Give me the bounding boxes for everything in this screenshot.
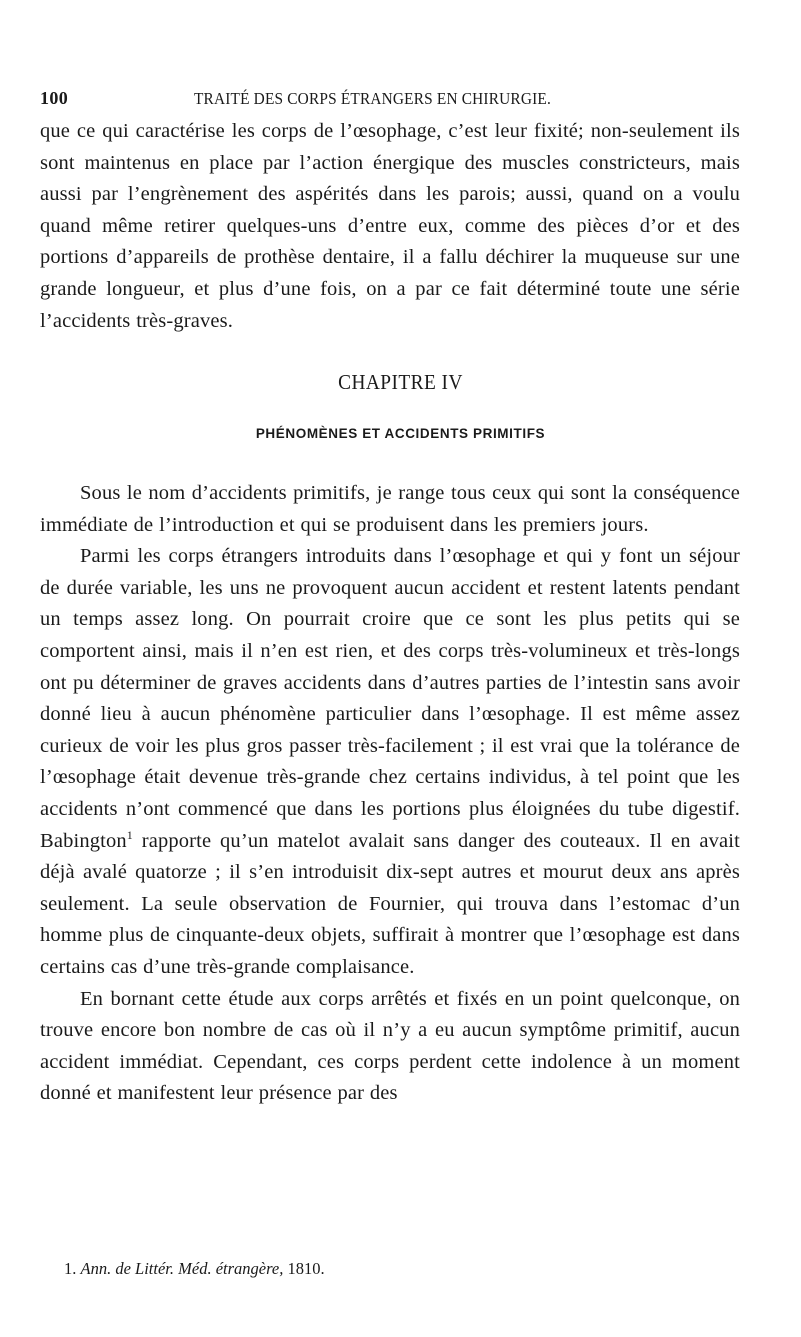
running-header [40, 88, 740, 112]
running-title: TRAITÉ DES CORPS ÉTRANGERS EN CHIRURGIE. [194, 89, 551, 108]
body-paragraph-2 [40, 541, 740, 983]
footnote-number: 1. [64, 1259, 77, 1278]
footnote-reference[interactable]: 1 [126, 827, 133, 842]
page-number: 100 [40, 88, 69, 108]
body-paragraph-3: En bornant cette étude aux corps arrêtés et fixés en un point quelconque, on trouve encore bon nombre de cas où il n’y a eu aucun symptôme primitif, aucun accident immédiat. Cependant, ces corps perdent cette indolence à un moment donné et manifestent leur présence par des [40, 987, 740, 1105]
footnote [40, 1258, 740, 1280]
footnote-year: 1810. [283, 1259, 325, 1278]
body-paragraph-1: Sous le nom d’accidents primitifs, je range tous ceux qui sont la conséquence immédiate de l’introduction et qui se produisent dans les premiers jours. [40, 482, 740, 536]
paragraph-text: que ce qui caractérise les corps de l’œsophage, c’est leur fixité; non-seulement ils sont maintenus en place par l’action énergique des muscles constricteurs, mais aussi par l’engrènement des aspérités dans les parois; aussi, quand on a voulu quand même retirer quelques-uns d’entre eux, comme des pièces d’or et des portions d’appareils de prothèse dentaire, il a fallu déchirer la muqueuse sur une grande longueur, et plus d’une fois, on a par ce fait déterminé toute une série l’accidents très-graves. [40, 120, 740, 332]
chapter-subtitle: PHÉNOMÈNES ET ACCIDENTS PRIMITIFS [255, 426, 546, 441]
opening-paragraph [40, 116, 740, 337]
footnote-source: Ann. de Littér. Méd. étrangère, [80, 1259, 284, 1278]
paragraph-text: Parmi les corps étrangers introduits dans l’œsophage et qui y font un séjour de durée variable, les uns ne provoquent aucun accident et restent latents pendant un temps assez long. On pourrait croire que ce sont les plus petits qui se comportent ainsi, mais il n’en est rien, et des corps très-volumineux et très-longs ont pu déterminer de graves accidents dans d’autres parties de l’intestin sans avoir donné lieu à aucun phénomène particulier dans l’œsophage. Il est même assez curieux de voir les plus gros passer très-facilement ; il est vrai que la tolérance de l’œsophage était devenue très-grande chez certains individus, à tel point que les accidents n’ont commencé que dans les portions plus éloignées du tube digestif. Babington [40, 545, 740, 852]
chapter-body [40, 478, 740, 1110]
paragraph-text: rapporte qu’un matelot avalait sans danger des couteaux. Il en avait déjà avalé quatorze ; il s’en introduisit dix-sept autres et mourut deux ans après seulement. La seule observation de Fournier, qui trouva dans l’estomac d’un homme plus de cinquante-deux objets, suffirait à montrer que l’œsophage est dans certains cas d’une très-grande complaisance. [40, 829, 740, 978]
chapter-title: CHAPITRE IV [338, 370, 463, 394]
